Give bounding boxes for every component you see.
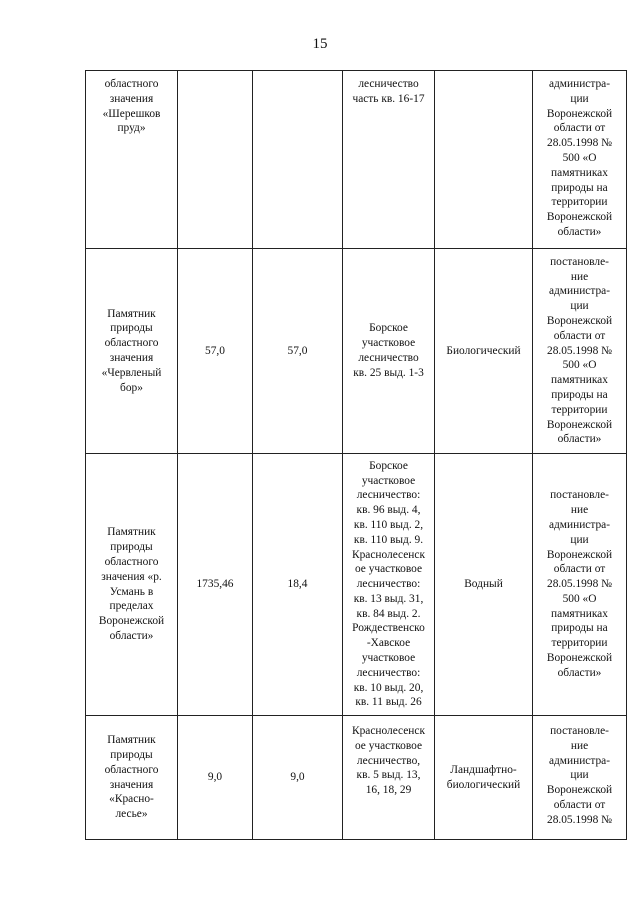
profile-cell: Водный — [435, 454, 533, 716]
profile-cell: Ландшафтно- биологический — [435, 716, 533, 840]
monument-name-cell: Памятник природы областного значения «Красно- лесье» — [86, 716, 178, 840]
location-cell: Борское участковое лесничество кв. 25 выд. 1-3 — [343, 249, 435, 454]
total-area-cell: 57,0 — [178, 249, 253, 454]
legal-document-cell: постановле- ние администра- ции Воронежской области от 28.05.1998 № 500 «О памятниках природы на территории Воронежской области» — [533, 249, 627, 454]
legal-document-cell: администра- ции Воронежской области от 28.05.1998 № 500 «О памятниках природы на территории Воронежской области» — [533, 71, 627, 249]
monument-name-cell: Памятник природы областного значения «р. Усмань в пределах Воронежской области» — [86, 454, 178, 716]
legal-document-cell: постановле- ние администра- ции Воронежской области от 28.05.1998 № — [533, 716, 627, 840]
location-cell: Краснолесенск ое участковое лесничество, кв. 5 выд. 13, 16, 18, 29 — [343, 716, 435, 840]
protected-area-cell: 18,4 — [253, 454, 343, 716]
location-cell: лесничество часть кв. 16-17 — [343, 71, 435, 249]
natural-monuments-table — [85, 70, 627, 840]
total-area-cell — [178, 71, 253, 249]
location-cell: Борское участковое лесничество: кв. 96 выд. 4, кв. 110 выд. 2, кв. 110 выд. 9. Краснолесенск ое участковое лесничество: кв. 13 выд. 31, кв. 84 выд. 2. Рождественско -Хавское участковое лесничество: кв. 10 выд. 20, кв. 11 выд. 26 — [343, 454, 435, 716]
legal-document-cell: постановле- ние администра- ции Воронежской области от 28.05.1998 № 500 «О памятниках природы на территории Воронежской области» — [533, 454, 627, 716]
table-row — [86, 71, 627, 249]
protected-area-cell — [253, 71, 343, 249]
table-row — [86, 454, 627, 716]
protected-area-cell: 9,0 — [253, 716, 343, 840]
monument-name-cell: Памятник природы областного значения «Червленый бор» — [86, 249, 178, 454]
profile-cell — [435, 71, 533, 249]
table-row — [86, 716, 627, 840]
total-area-cell: 9,0 — [178, 716, 253, 840]
protected-area-cell: 57,0 — [253, 249, 343, 454]
total-area-cell: 1735,46 — [178, 454, 253, 716]
table-row — [86, 249, 627, 454]
monument-name-cell: областного значения «Шерешков пруд» — [86, 71, 178, 249]
profile-cell: Биологический — [435, 249, 533, 454]
page-number: 15 — [312, 36, 328, 52]
